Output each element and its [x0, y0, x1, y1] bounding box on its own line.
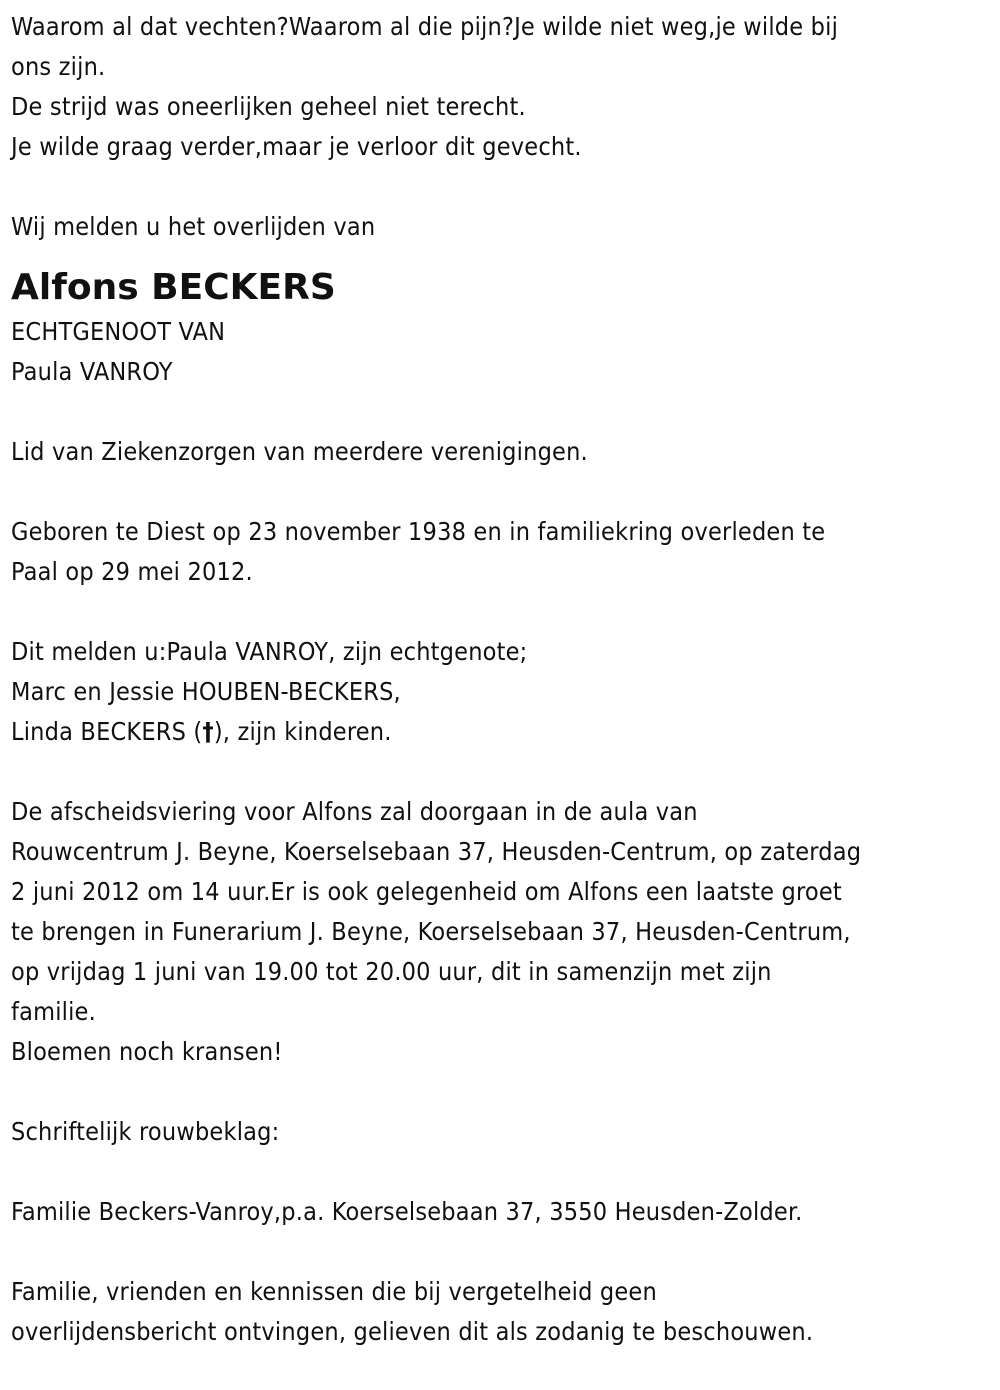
ceremony-line: De afscheidsviering voor Alfons zal doorgaan in de aula van	[11, 797, 698, 826]
cross-icon: †	[202, 717, 214, 746]
birth-death-section	[11, 512, 996, 592]
spacer	[11, 167, 996, 207]
poem-line: Je wilde graag verder,maar je verloor dit gevecht.	[11, 132, 582, 161]
spacer	[11, 1232, 996, 1272]
closing-line: Familie, vrienden en kennissen die bij vergetelheid geen	[11, 1277, 657, 1306]
closing-line: overlijdensbericht ontvingen, gelieven dit als zodanig te beschouwen.	[11, 1317, 814, 1346]
birth-death-line: Paal op 29 mei 2012.	[11, 557, 253, 586]
ceremony-line: op vrijdag 1 juni van 19.00 tot 20.00 uur, dit in samenzijn met zijn	[11, 957, 772, 986]
closing-section	[11, 1272, 996, 1352]
poem-section	[11, 7, 996, 167]
family-section	[11, 632, 996, 752]
condolence-address: Familie Beckers-Vanroy,p.a. Koerselsebaan 37, 3550 Heusden-Zolder.	[11, 1197, 803, 1226]
spacer	[11, 1152, 996, 1192]
poem-line: Waarom al dat vechten?Waarom al die pijn?Je wilde niet weg,je wilde bij	[11, 12, 839, 41]
deceased-name: Alfons BECKERS	[11, 267, 336, 308]
ceremony-line: 2 juni 2012 om 14 uur.Er is ook gelegenheid om Alfons een laatste groet	[11, 877, 842, 906]
spouse-name: Paula VANROY	[11, 357, 173, 386]
spacer	[11, 392, 996, 432]
obituary-document	[11, 7, 996, 1352]
spacer	[11, 1072, 996, 1112]
family-line-prefix: Linda BECKERS (	[11, 717, 203, 746]
ceremony-line: familie.	[11, 997, 96, 1026]
family-line: Marc en Jessie HOUBEN-BECKERS,	[11, 677, 401, 706]
spacer	[11, 592, 996, 632]
family-line	[11, 712, 996, 752]
spacer	[11, 472, 996, 512]
announcement-text: Wij melden u het overlijden van	[11, 212, 376, 241]
ceremony-section	[11, 792, 996, 1072]
relation-text: ECHTGENOOT VAN	[11, 317, 226, 346]
poem-line: ons zijn.	[11, 52, 106, 81]
family-line: Dit melden u:Paula VANROY, zijn echtgenote;	[11, 637, 528, 666]
ceremony-line: Rouwcentrum J. Beyne, Koerselsebaan 37, Heusden-Centrum, op zaterdag	[11, 837, 862, 866]
spacer	[11, 752, 996, 792]
family-line-suffix: ), zijn kinderen.	[213, 717, 392, 746]
birth-death-line: Geboren te Diest op 23 november 1938 en in familiekring overleden te	[11, 517, 826, 546]
ceremony-line: Bloemen noch kransen!	[11, 1037, 283, 1066]
ceremony-line: te brengen in Funerarium J. Beyne, Koerselsebaan 37, Heusden-Centrum,	[11, 917, 851, 946]
poem-line: De strijd was oneerlijken geheel niet terecht.	[11, 92, 526, 121]
condolence-label: Schriftelijk rouwbeklag:	[11, 1117, 280, 1146]
membership-text: Lid van Ziekenzorgen van meerdere verenigingen.	[11, 437, 588, 466]
